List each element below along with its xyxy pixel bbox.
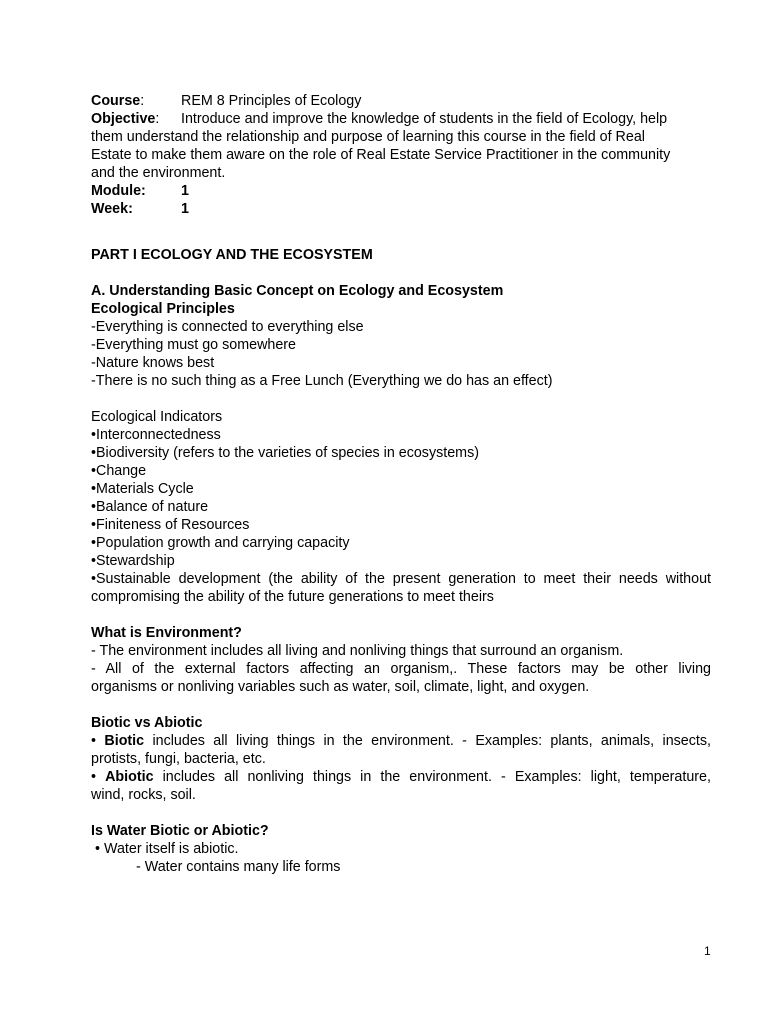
biotic-term: Biotic <box>104 733 145 749</box>
water-line-1: • Water itself is abiotic. <box>95 841 239 857</box>
objective-line-4: and the environment. <box>91 165 226 181</box>
bullet: • <box>91 733 97 749</box>
page-number: 1 <box>704 944 711 958</box>
biotic-text-1: includes all living things in the environment. - Examples: plants, animals, insects, <box>152 733 711 749</box>
document-page <box>91 92 711 876</box>
environment-line-3: organisms or nonliving variables such as water, soil, climate, light, and oxygen. <box>91 679 590 695</box>
course-line: Course: REM 8 Principles of Ecology <box>91 93 362 109</box>
course-value: REM 8 Principles of Ecology <box>181 93 362 109</box>
indicator-item: •Materials Cycle <box>91 481 194 497</box>
principle-item: -Everything must go somewhere <box>91 337 297 353</box>
week-line <box>91 200 711 218</box>
abiotic-term: Abiotic <box>105 769 154 785</box>
module-label: Module: <box>91 183 146 199</box>
objective-text-1: Introduce and improve the knowledge of students in the field of Ecology, help <box>181 111 668 127</box>
biotic-heading: Biotic vs Abiotic <box>91 715 203 731</box>
objective-label: Objective <box>91 111 156 127</box>
principle-item: -Nature knows best <box>91 355 215 371</box>
principle-item: -Everything is connected to everything else <box>91 319 364 335</box>
environment-heading: What is Environment? <box>91 625 242 641</box>
bullet: • <box>91 769 97 785</box>
indicator-item: •Biodiversity (refers to the varieties of species in ecosystems) <box>91 445 479 461</box>
indicator-item: •Balance of nature <box>91 499 209 515</box>
biotic-line-2: protists, fungi, bacteria, etc. <box>91 751 266 767</box>
objective-line-3: Estate to make them aware on the role of Real Estate Service Practitioner in the community <box>91 147 671 163</box>
environment-line-2: - All of the external factors affecting an organism,. These factors may be other living <box>91 661 711 677</box>
principle-item: -There is no such thing as a Free Lunch (Everything we do has an effect) <box>91 373 553 389</box>
abiotic-line-1 <box>91 768 711 786</box>
indicator-sustainable-line-1: •Sustainable development (the ability of the present generation to meet their needs without <box>91 571 711 587</box>
ecological-principles-heading: Ecological Principles <box>91 301 235 317</box>
course-label: Course <box>91 93 141 109</box>
biotic-line-1 <box>91 732 711 750</box>
indicator-item: •Population growth and carrying capacity <box>91 535 350 551</box>
module-value: 1 <box>181 183 189 199</box>
indicator-item: •Finiteness of Resources <box>91 517 250 533</box>
module-line <box>91 182 711 200</box>
indicator-sustainable-line-2: compromising the ability of the future generations to meet theirs <box>91 589 494 605</box>
ecological-indicators-heading: Ecological Indicators <box>91 409 223 425</box>
week-label: Week: <box>91 201 133 217</box>
objective-line-1: Objective: Introduce and improve the knowledge of students in the field of Ecology, help <box>91 111 668 127</box>
part-title: PART I ECOLOGY AND THE ECOSYSTEM <box>91 247 373 263</box>
indicator-item: •Change <box>91 463 147 479</box>
objective-line-2: them understand the relationship and purpose of learning this course in the field of Real <box>91 129 645 145</box>
abiotic-text-1: includes all nonliving things in the environment. - Examples: light, temperature, <box>162 769 711 785</box>
water-line-2: - Water contains many life forms <box>136 859 341 875</box>
abiotic-line-2: wind, rocks, soil. <box>91 787 196 803</box>
section-a-heading: A. Understanding Basic Concept on Ecology and Ecosystem <box>91 283 504 299</box>
indicator-item: •Interconnectedness <box>91 427 221 443</box>
week-value: 1 <box>181 201 189 217</box>
environment-line-1: - The environment includes all living and nonliving things that surround an organism. <box>91 643 624 659</box>
water-heading: Is Water Biotic or Abiotic? <box>91 823 269 839</box>
indicator-item: •Stewardship <box>91 553 175 569</box>
